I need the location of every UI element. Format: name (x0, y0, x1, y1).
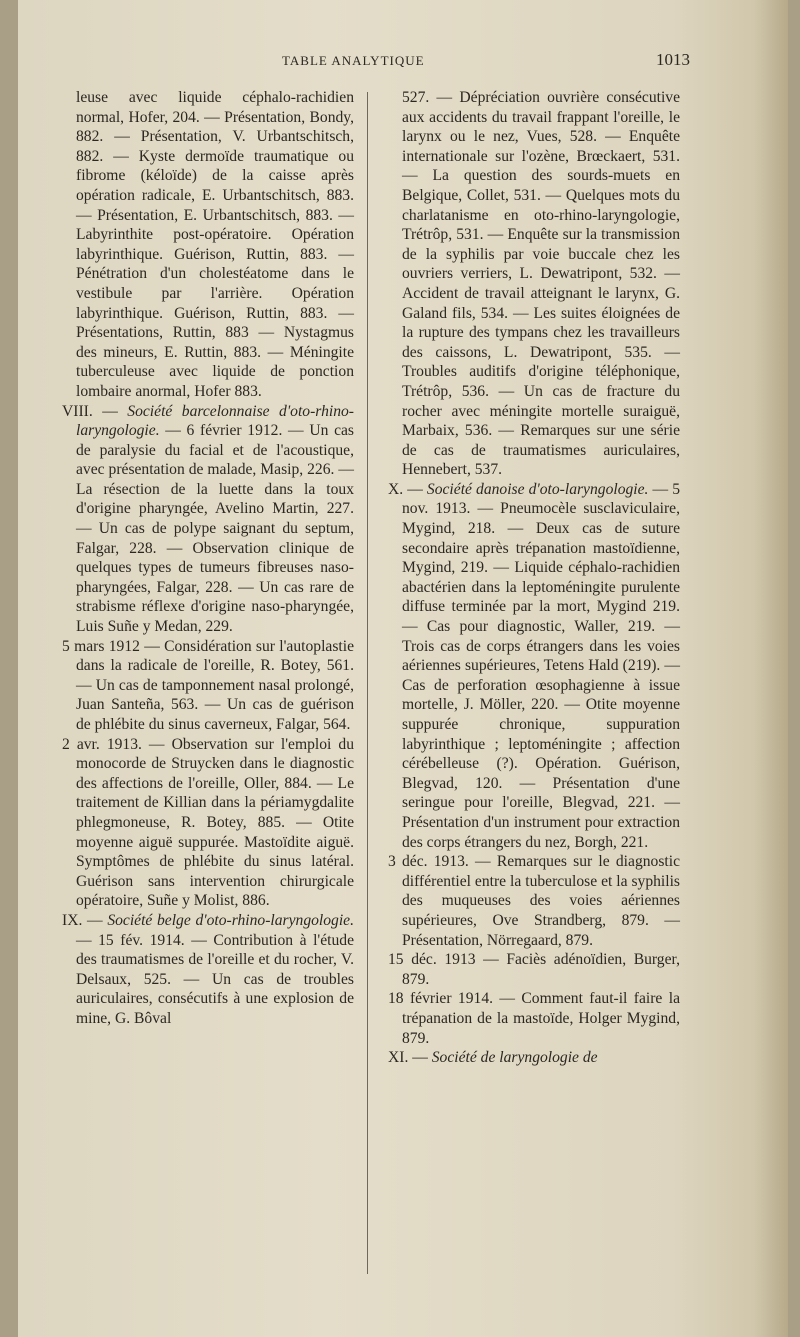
dated-entry: 3 déc. 1913. — Remarques sur le diagnostic différentiel entre la tuberculose et la syphilis des muqueuses des voies aériennes supérieures, Ove Strandberg, 879. — Présentation, Nörregaard, 879. (388, 853, 680, 949)
left-column (62, 88, 354, 1029)
index-entry: 527. — Dépréciation ouvrière consécutive aux accidents du travail frappant l'oreille, le larynx ou le nez, Vues, 528. — Enquête internationale sur l'ozène, Brœckaert, 531. — La question des sourds-muets en Belgique, Collet, 531. — Quelques mots du charlatanisme en oto-rhino-laryngologie, Trétrôp, 531. — Enquête sur la transmission de la syphilis par voie buccale chez les ouvriers verriers, L. Dewatripont, 532. — Accident de travail atteignant le larynx, G. Galand fils, 534. — Les suites éloignées de la rupture des tympans chez les travailleurs des caissons, L. Dewatripont, 535. — Troubles auditifs d'origine téléphonique, Trétrôp, 536. — Un cas de fracture du rocher avec méningite mortelle suraiguë, Marbaix, 536. — Remarques sur une série de cas de traumatismes auriculaires, Hennebert, 537. (402, 89, 680, 479)
society-entry (62, 402, 354, 637)
dated-entry: 5 mars 1912 — Considération sur l'autoplastie dans la radicale de l'oreille, R. Botey, 561. — Un cas de tamponnement nasal prolongé, Juan Santeña, 563. — Un cas de guérison de phlébite du sinus caverneux, Falgar, 564. (62, 637, 354, 733)
dated-entry: 2 avr. 1913. — Observation sur l'emploi du monocorde de Struycken dans le diagnostic des affections de l'oreille, Oller, 884. — Le traitement de Killian dans la périamygdalite phlegmoneuse, R. Botey, 885. — Otite moyenne aiguë suppurée. Mastoïdite aiguë. Symptômes de phlébite du sinus latéral. Guérison sans intervention chirurgicale opératoire, Suñe y Molist, 886. (62, 735, 354, 910)
society-entry (388, 480, 680, 852)
entry-text: — 15 fév. 1914. — Contribution à l'étude des traumatismes de l'oreille et du rocher, V. Delsaux, 525. — Un cas de troubles auriculaires, consécutifs à une explosion de mine, G. Bôval (76, 931, 354, 1027)
section-number: VIII. — (62, 402, 128, 420)
society-entry (388, 1048, 680, 1068)
dated-entry: 15 déc. 1913 — Faciès adénoïdien, Burger, 879. (388, 951, 680, 988)
page-header (18, 50, 788, 74)
section-number: IX. — (62, 911, 108, 929)
right-column (388, 88, 680, 1068)
section-number: XI. — (388, 1049, 432, 1067)
society-name: Société barcelonnaise d'oto-rhino-laryngologie. (76, 402, 354, 440)
entry-text: — 6 février 1912. — Un cas de paralysie du facial et de l'acoustique, avec présentation de malade, Masip, 226. — La résection de la luette dans la toux d'origine pharyngée, Avelino Martin, 227. — Un cas de polype saignant du septum, Falgar, 228. — Observation clinique de quelques types de tumeurs fibreuses naso-pharyngées, Falgar, 228. — Un cas rare de strabisme réflexe d'origine naso-pharyngée, Luis Suñe y Medan, 229. (76, 422, 354, 636)
book-page (18, 0, 788, 1337)
entry-text: — 5 nov. 1913. — Pneumocèle susclaviculaire, Mygind, 218. — Deux cas de suture secondaire après trépanation mastoïdienne, Mygind, 219. — Liquide céphalo-rachidien abactérien dans la leptoméningite purulente diffuse terminée par la mort, Mygind 219. — Cas pour diagnostic, Waller, 219. — Trois cas de corps étrangers dans les voies aériennes supérieures, Tetens Hald (219). — Cas de perforation œsophagienne à issue mortelle, J. Möller, 220. — Otite moyenne suppurée chronique, suppuration labyrinthique ; leptoméningite ; affection cérébelleuse (?). Opération. Guérison, Blegvad, 120. — Présentation d'une seringue pour l'oreille, Blegvad, 221. — Présentation d'un instrument pour extraction des corps étrangers du nez, Borgh, 221. (402, 480, 680, 851)
society-name: Société belge d'oto-rhino-laryngologie. (107, 911, 354, 929)
section-number: X. — (388, 480, 427, 498)
index-entry: leuse avec liquide céphalo-rachidien normal, Hofer, 204. — Présentation, Bondy, 882. — Présentation, V. Urbantschitsch, 882. — Kyste dermoïde traumatique ou fibrome (kéloïde) de la caisse après opération radicale, E. Urbantschitsch, 883. — Présentation, E. Urbantschitsch, 883. — Labyrinthite post-opératoire. Opération labyrinthique. Guérison, Ruttin, 883. — Pénétration d'un cholestéatome dans le vestibule par l'arrière. Opération labyrinthique. Guérison, Ruttin, 883. — Présentations, Ruttin, 883 — Nystagmus des mineurs, E. Ruttin, 883. — Méningite tuberculeuse avec liquide de ponction lombaire anormal, Hofer 883. (76, 89, 354, 400)
dated-entry: 18 février 1914. — Comment faut-il faire la trépanation de la mastoïde, Holger Mygind, 879. (388, 990, 680, 1047)
running-title: TABLE ANALYTIQUE (282, 53, 425, 68)
column-divider (367, 92, 368, 1274)
society-name: Société de laryngologie de (431, 1049, 598, 1067)
page-number: 1013 (656, 50, 690, 69)
society-name: Société danoise d'oto-laryngologie. (426, 480, 649, 498)
society-entry (62, 911, 354, 1029)
page-edge-shadow (754, 0, 788, 1337)
